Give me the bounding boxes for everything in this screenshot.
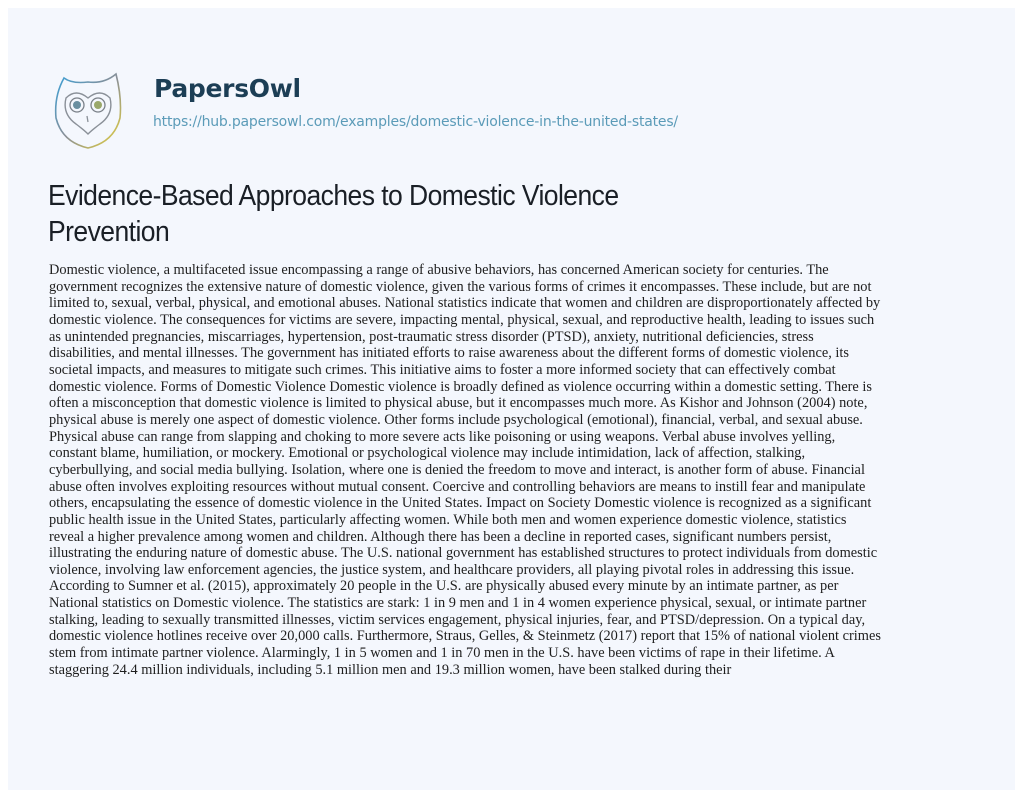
body-line: government recognizes the extensive nature of domestic violence, given the various forms of crimes it encompasses. These include, but are not [49,278,872,295]
body-line: limited to, sexual, verbal, physical, and emotional abuses. National statistics indicate that women and children are disproportionately affected by [49,295,881,312]
body-line: constant blame, humiliation, or mockery. Emotional or psychological violence may include intimidation, lack of affection, stalking, [49,445,806,462]
body-line: violence, involving law enforcement agencies, the justice system, and healthcare providers, all playing pivotal roles in addressing this issue. [49,561,855,578]
body-line: Physical abuse can range from slapping and choking to more severe acts like poisoning or using weapons. Verbal abuse involves yelling, [49,428,836,445]
body-line: disabilities, and mental illnesses. The government has initiated efforts to raise awareness about the different forms of domestic violence, its [49,345,849,362]
body-line: abuse often involves exploiting resources without mutual consent. Coercive and controlling behaviors are means to instill fear and manipulate [49,478,866,495]
body-line: others, encapsulating the essence of domestic violence in the United States. Impact on Society Domestic violence is recognized as a significant [49,495,872,512]
body-line: stem from intimate partner violence. Alarmingly, 1 in 5 women and 1 in 70 men in the U.S. have been victims of rape in their lifetime. A [49,645,835,662]
body-line: According to Sumner et al. (2015), approximately 20 people in the U.S. are physically abused every minute by an intimate partner, as per [49,578,839,595]
source-url-link[interactable]: https://hub.papersowl.com/examples/domestic-violence-in-the-united-states/ [153,114,678,130]
owl-logo-icon [52,68,124,150]
article-body [49,262,955,678]
body-line: public health issue in the United States, particularly affecting women. While both men and women experience domestic violence, statistics [49,511,847,528]
page-panel [8,8,1015,790]
body-line: National statistics on Domestic violence. The statistics are stark: 1 in 9 men and 1 in 4 women experience physical, sexual, or intimate partner [49,595,867,612]
body-line: societal impacts, and measures to mitigate such crimes. This initiative aims to foster a more informed society that can effectively combat [49,361,836,378]
site-header [8,8,1015,158]
body-line: domestic violence hotlines receive over 20,000 calls. Furthermore, Straus, Gelles, & Steinmetz (2017) report that 15% of national violent crimes [49,628,881,645]
title-line-1: Evidence-Based Approaches to Domestic Violence [48,180,619,212]
body-line: illustrating the enduring nature of domestic abuse. The U.S. national government has established structures to protect individuals from domestic [49,545,878,562]
title-line-2: Prevention [48,216,170,248]
body-line: Domestic violence, a multifaceted issue encompassing a range of abusive behaviors, has concerned American society for centuries. The [49,262,829,278]
body-line: stalking, leading to sexually transmitted illnesses, victim services engagement, physical injuries, fear, and PTSD/depression. On a typical day, [49,611,866,628]
body-line: domestic violence. Forms of Domestic Violence Domestic violence is broadly defined as violence occurring within a domestic setting. There is [49,378,872,395]
body-line: often a misconception that domestic violence is limited to physical abuse, but it encompasses much more. As Kishor and Johnson (2004) note, [49,395,868,412]
body-line: as unintended pregnancies, miscarriages, hypertension, post-traumatic stress disorder (PTSD), anxiety, nutritional deficiencies, stress [49,328,814,345]
body-line: domestic violence. The consequences for victims are severe, impacting mental, physical, sexual, and reproductive health, leading to issues such [49,311,875,328]
body-line: staggering 24.4 million individuals, including 5.1 million men and 19.3 million women, have been stalked during their [49,661,732,678]
brand-name[interactable]: PapersOwl [154,74,301,103]
page-title [48,178,755,250]
body-line: cyberbullying, and social media bullying. Isolation, where one is denied the freedom to move and interact, is another form of abuse. Financial [49,461,865,478]
body-line: reveal a higher prevalence among women and children. Although there has been a decline in reported cases, significant numbers persist, [49,528,832,545]
body-line: physical abuse is merely one aspect of domestic violence. Other forms include psychological (emotional), financial, verbal, and sexual abuse. [49,411,863,428]
